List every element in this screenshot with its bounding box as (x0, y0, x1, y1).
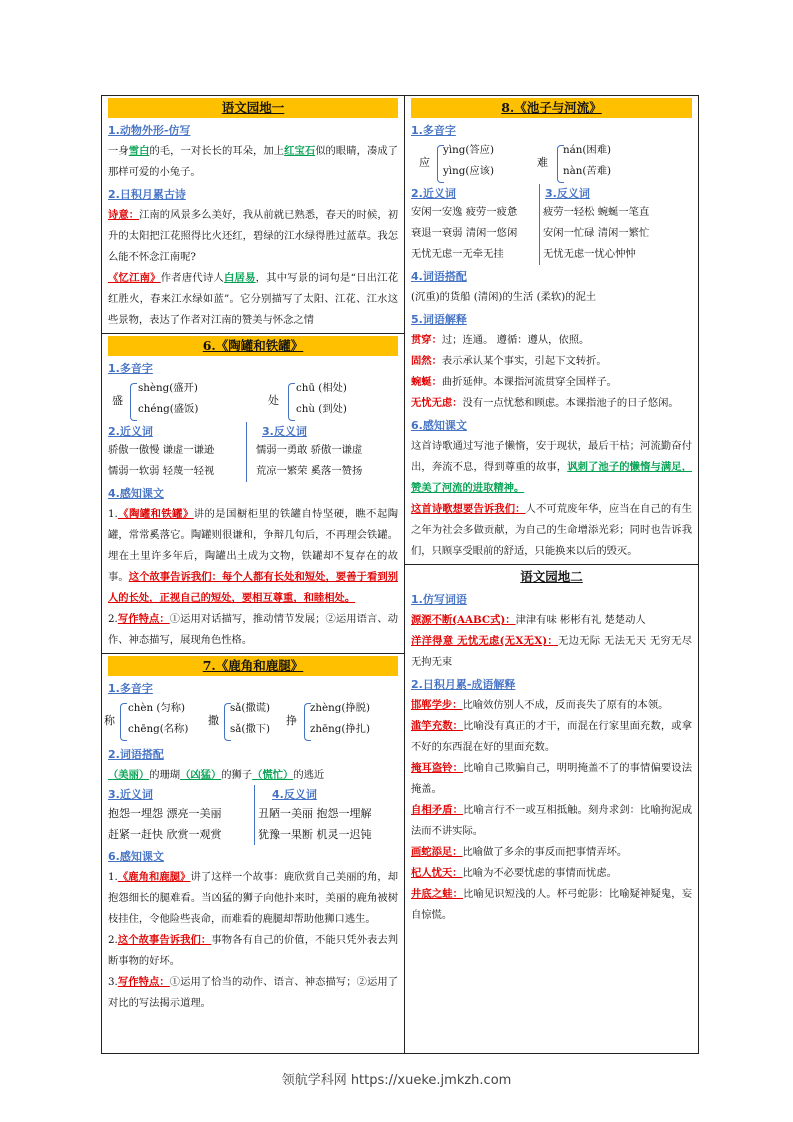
polyphone-box: 盛 shèng(盛开) chéng(盛饭) 处 chū (相处) chù (到处) (108, 379, 398, 423)
paragraph: 一身雪白的毛，一对长长的耳朵，加上红宝石似的眼睛，凑成了那样可爱的小兔子。 (108, 145, 398, 178)
heading: 3.反义词 (262, 425, 307, 438)
heading: 2.近义词 (108, 425, 153, 438)
idiom: 邯郸学步：比喻效仿别人不成，反而丧失了原有的本领。 (411, 699, 669, 711)
paragraph: (沉重)的货船 (清闲)的生活 (柔软)的泥土 (411, 291, 597, 303)
idiom: 杞人忧天：比喻为不必要忧虑的事情而忧虑。 (411, 867, 617, 879)
section-title-garden-2: 语文园地二 (411, 567, 692, 587)
heading: 4.感知课文 (108, 487, 164, 500)
notes-table (101, 95, 699, 1054)
paragraph: （美丽）的珊瑚（凶猛）的狮子（慌忙）的逃近 (108, 769, 325, 781)
paragraph: 1.《鹿角和鹿腿》讲了这样一个故事：鹿欣赏自己美丽的角，却抱怨细长的腿难看。当凶猛的狮子向他扑来时，美丽的鹿角被树枝挂住，令他险些丧命，而难看的鹿腿却帮助他狮口逃生。 (108, 871, 399, 925)
heading: 1.多音字 (108, 362, 153, 375)
heading: 1.仿写词语 (411, 593, 467, 606)
paragraph: 3.写作特点：①运用了恰当的动作、语言、神态描写；②运用了对比的写法揭示道理。 (108, 976, 399, 1009)
heading: 3.近义词 (108, 788, 153, 801)
definition: 蜿蜒：曲折延伸。本课指河流贯穿全国样子。 (411, 376, 617, 388)
idiom: 井底之蛙：比喻见识短浅的人。杯弓蛇影：比喻疑神疑鬼，妄自惊慌。 (411, 888, 693, 921)
heading: 4.反义词 (272, 788, 317, 801)
paragraph: 洋洋得意 无忧无虑(无X无X)：无边无际 无法无天 无穷无尽 无拘无束 (411, 635, 692, 668)
heading: 2.近义词 (411, 187, 456, 200)
section-title-garden-1: 语文园地一 (108, 98, 398, 118)
paragraph: 《忆江南》作者唐代诗人白居易，其中写景的词句是“日出江花红胜火，春来江水绿如蓝”。它分别描写了太阳、江花、江水这些景物，表达了作者对江南的赞美与怀念之情 (108, 272, 399, 326)
word-lists: 安闲一安逸 疲劳一疲惫 衰退一衰弱 清闲一悠闲 无忧无虑一无牵无挂 疲劳一轻松 蜿蜒一笔直 安闲一忙碌 清闲一繁忙 无忧无虑一忧心忡忡 (411, 202, 692, 265)
paragraph: 源源不断(AABC式)：津津有味 彬彬有礼 楚楚动人 (411, 614, 646, 626)
idiom: 滥竽充数：比喻没有真正的才干，而混在行家里面充数，或拿不好的东西混在好的里面充数。 (411, 720, 693, 753)
heading: 4.词语搭配 (411, 270, 467, 283)
section-title-lesson-8: 8.《池子与河流》 (411, 98, 692, 118)
paragraph: 2.写作特点：①运用对话描写，推动情节发展；②运用语言、动作、神态描写，展现角色性格。 (108, 613, 399, 646)
polyphone-box: 称 chèn (匀称) chēng(名称) 撒 sǎ(撒谎) sǎ(撒下) 挣 zhèng(挣脱) zhēng(挣扎) (108, 699, 398, 743)
paragraph: 诗意：江南的风景多么美好，我从前就已熟悉，春天的时候，初升的太阳把江花照得比火还红，碧绿的江水绿得胜过蓝草。我怎么能不怀念江南呢? (108, 209, 398, 263)
section-title-lesson-7: 7.《鹿角和鹿腿》 (108, 656, 398, 676)
footer-watermark: 领航学科网 https://xueke.jmkzh.com (281, 1073, 512, 1088)
word-lists: 抱怨一埋怨 漂亮一美丽 赶紧一赶快 欣赏一观赏 丑陋一美丽 抱怨一埋解 犹豫一果断 机灵一迟钝 (108, 803, 398, 845)
paragraph: 1.《陶罐和铁罐》讲的是国橱柜里的铁罐自恃坚硬，瞧不起陶罐，常常奚落它。陶罐则很谦和，争辩几句后，不再理会铁罐。埋在土里许多年后，陶罐出土成为文物，铁罐却不复存在的故事。这个故事告诉我们：每个人都有长处和短处，要善于看到别人的长处，正视自己的短处，要相互尊重，和睦相处。 (108, 508, 399, 604)
paragraph: 2.这个故事告诉我们：事物各有自己的价值，不能只凭外表去判断事物的好坏。 (108, 934, 399, 967)
heading: 3.反义词 (545, 187, 590, 200)
word-lists: 骄傲一傲慢 谦虚一谦逊 懦弱一软弱 轻蔑一轻视 懦弱一勇敢 骄傲一谦虚 荒凉一繁荣 奚落一赞扬 (108, 440, 398, 482)
heading: 1.动物外形-仿写 (108, 124, 191, 137)
right-column (405, 96, 698, 1053)
heading: 2.日积月累-成语解释 (411, 678, 516, 691)
section-title-lesson-6: 6.《陶罐和铁罐》 (108, 336, 398, 356)
definition: 固然：表示承认某个事实，引起下文转折。 (411, 355, 607, 367)
definition: 贯穿：过；连通。 遵循：遵从，依照。 (411, 334, 590, 346)
paragraph: 这首诗歌通过写池子懒惰，安于现状，最后干枯；河流勤奋付出，奔流不息，得到尊重的故事，讽刺了池子的懒惰与满足，赞美了河流的进取精神。 (411, 440, 693, 494)
heading: 1.多音字 (108, 682, 153, 695)
idiom: 掩耳盗铃：比喻自己欺骗自己，明明掩盖不了的事情偏要设法掩盖。 (411, 762, 693, 795)
heading: 2.日积月累古诗 (108, 188, 186, 201)
heading: 2.词语搭配 (108, 748, 164, 761)
left-column (102, 96, 405, 1053)
idiom: 自相矛盾：比喻言行不一或互相抵触。刻舟求剑：比喻拘泥成法而不讲实际。 (411, 804, 693, 837)
heading: 6.感知课文 (108, 850, 164, 863)
paragraph: 这首诗歌想要告诉我们：人不可荒废年华，应当在自己的有生之年为社会多做贡献，为自己的生命增添光彩；同时也告诉我们，只顾享受眼前的舒适，只能换来以后的毁灭。 (411, 503, 693, 557)
heading: 1.多音字 (411, 124, 456, 137)
polyphone-box: 应 yìng(答应) yìng(应该) 难 nán(困难) nàn(苦难) (411, 141, 692, 185)
definition: 无忧无虑：没有一点忧愁和顾虑。本课指池子的日子悠闲。 (411, 397, 679, 409)
heading: 6.感知课文 (411, 419, 467, 432)
idiom: 画蛇添足：比喻做了多余的事反而把事情弄坏。 (411, 846, 628, 858)
heading: 5.词语解释 (411, 313, 467, 326)
